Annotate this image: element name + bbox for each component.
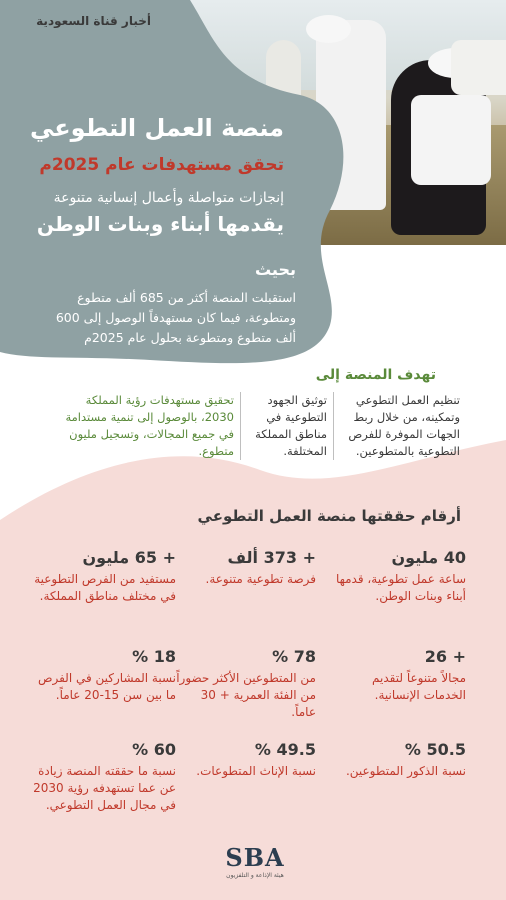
stat-description: مجالاً متنوعاً لتقديم الخدمات الإنسانية. [372, 671, 466, 702]
headline-sub2: يقدمها أبناء وبنات الوطن [36, 212, 284, 236]
stat-item [176, 647, 316, 721]
stat-description: نسبة المشاركين في الفرص ما بين سن 15-20 عاماً. [37, 671, 176, 702]
stat-number: 50.5 % [404, 740, 466, 759]
stat-description: نسبة الذكور المتطوعين. [345, 764, 466, 778]
stat-description: نسبة ما حققته المنصة زيادة عن عما تستهدفه رؤية 2030 في مجال العمل التطوعي. [33, 764, 176, 812]
intro-heading: بحيث [254, 260, 296, 279]
stat-description: فرصة تطوعية متنوعة. [205, 572, 316, 586]
stat-description: من المتطوعين الأكثر حضوراً من الفئة العمرية + 30 عاماً. [176, 671, 316, 719]
stat-item [176, 548, 316, 588]
goal-item: تنظيم العمل التطوعي وتمكينه، من خلال ربط الجهات الموفرة للفرص التطوعية بالمتطوعين. [348, 393, 460, 458]
stat-number: 60 % [132, 740, 176, 759]
stat-item [326, 740, 466, 780]
headline-sub1: إنجازات متواصلة وأعمال إنسانية متنوعة [53, 190, 284, 206]
stat-item [326, 647, 466, 704]
goals-list [36, 392, 466, 460]
goal-item: توثيق الجهود التطوعية في مناطق المملكة المختلفة. [240, 392, 334, 460]
stat-number: 18 % [132, 647, 176, 666]
stat-item [176, 740, 316, 780]
headline-title: منصة العمل التطوعي [29, 114, 284, 142]
logo-subtitle: هيئة الإذاعة و التلفزيون [226, 872, 284, 879]
stat-description: ساعة عمل تطوعية، قدمها أبناء وبنات الوطن. [335, 572, 466, 603]
goal-item: تحقيق مستهدفات رؤية المملكة 2030، بالوصول إلى تنمية مستدامة في جميع المجالات، وتسجيل مليون متطوع. [65, 393, 234, 458]
headline-red: تحقق مستهدفات عام 2025م [39, 155, 284, 175]
stat-item [26, 548, 176, 605]
stats-title: أرقام حققتها منصة العمل التطوعي [197, 507, 461, 525]
stat-number: + 65 مليون [82, 548, 176, 567]
stat-description: نسبة الإناث المتطوعات. [196, 764, 316, 778]
sba-logo [215, 843, 295, 879]
brand-name: أخبار قناة السعودية [36, 14, 151, 28]
logo-mark: SBA [225, 843, 285, 872]
stat-number: 78 % [272, 647, 316, 666]
goals-title: تهدف المنصة إلى [315, 367, 436, 383]
stat-number: 49.5 % [254, 740, 316, 759]
intro-text: استقبلت المنصة أكثر من 685 ألف متطوع ومتطوعة، فيما كان مستهدفاً الوصول إلى 600 ألف متطوع ومتطوعة بحلول عام 2025م [55, 290, 296, 345]
stat-number: + 373 ألف [227, 548, 316, 567]
stat-number: 40 مليون [391, 548, 466, 567]
stat-item [26, 647, 176, 704]
stat-number: + 26 [424, 647, 466, 666]
stat-description: مستفيد من الفرص التطوعية في مختلف مناطق المملكة. [34, 572, 176, 603]
stat-item [326, 548, 466, 605]
stat-item [26, 740, 176, 814]
